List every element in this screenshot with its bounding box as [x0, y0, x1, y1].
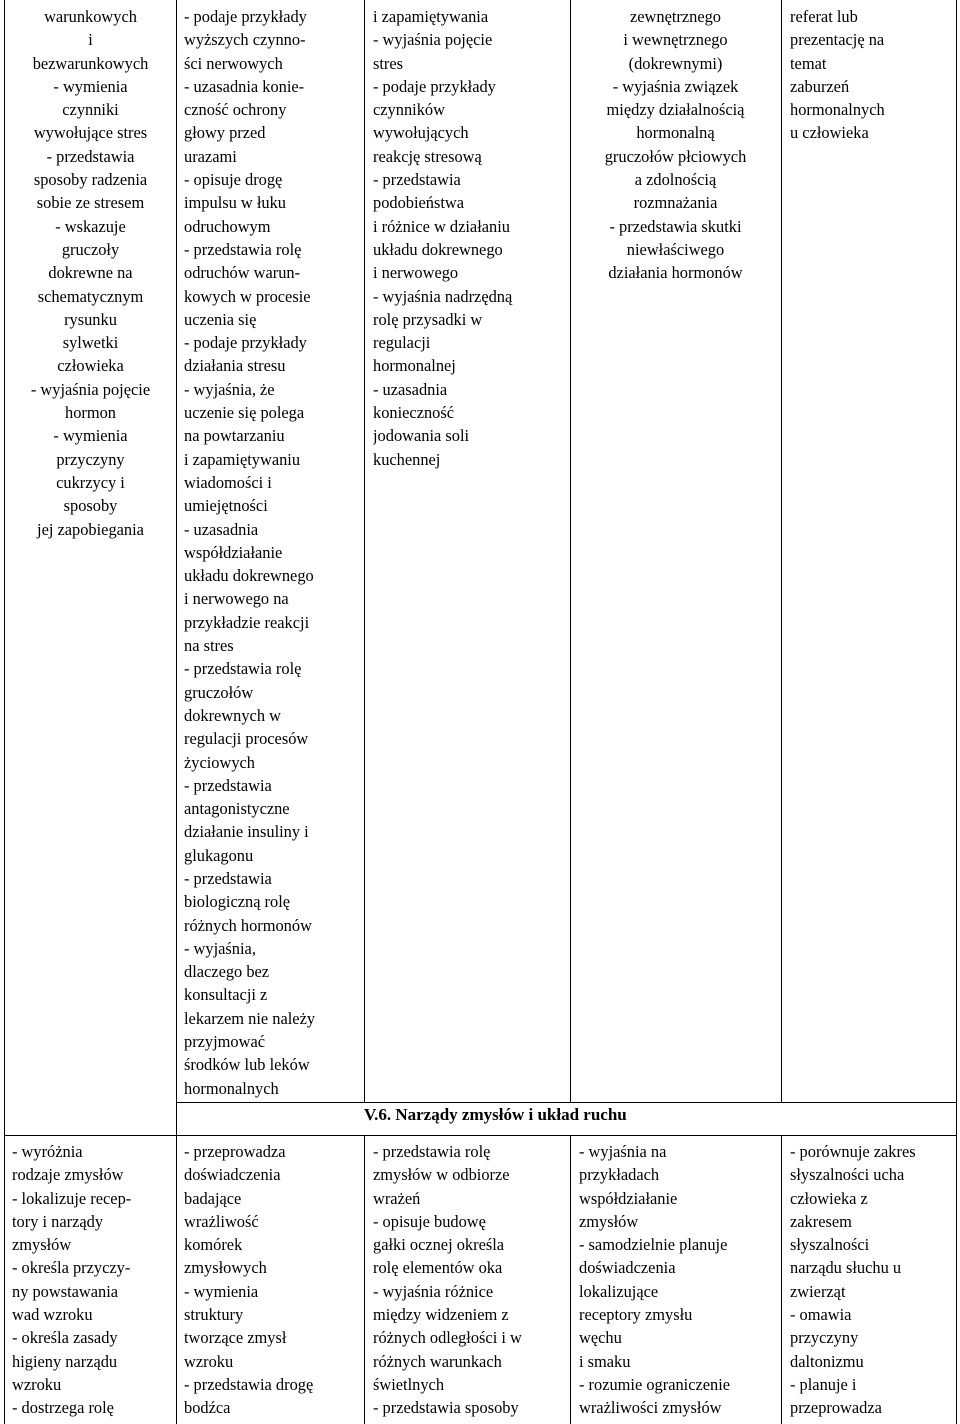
table-cell: - podaje przykłady wyższych czynno- ści nerwowych - uzasadnia konie- czność ochrony głowy przed urazami - opisuje drogę impulsu w łuku odruchowym - przedstawia rolę odruchów warun- kowych w procesie uczenia się - podaje przykłady działania stresu - wyjaśnia, że uczenie się polega na powtarzaniu i zapamiętywaniu wiadomości i umiejętności - uzasadnia współdziałanie układu dokrewnego i nerwowego na przykładzie reakcji na stres - przedstawia rolę gruczołów dokrewnych w regulacji procesów życiowych - przedstawia antagonistyczne działanie insuliny i glukagonu - przedstawia biologiczną rolę różnych hormonów - wyjaśnia, dlaczego bez konsultacji z lekarzem nie należy przyjmować środków lub leków hormonalnych — [184, 7, 316, 1098]
row-divider — [176, 1135, 956, 1136]
column-divider — [956, 0, 957, 1424]
table-cell: i zapamiętywania - wyjaśnia pojęcie stres - podaje przykłady czynników wywołujących reakcję stresową - przedstawia podobieństwa i różnice w działaniu układu dokrewnego i nerwowego - wyjaśnia nadrzędną rolę przysadki w regulacji hormonalnej - uzasadnia konieczność jodowania soli kuchennej — [373, 7, 513, 469]
table-cell: - wyróżnia rodzaje zmysłów - lokalizuje recep- tory i narządy zmysłów - określa przyczy- ny powstawania wad wzroku - określa zasady higieny narządu wzroku - dostrzega rolę — [12, 1142, 132, 1418]
table-cell: - wyjaśnia na przykładach współdziałanie zmysłów - samodzielnie planuje doświadczenia lokalizujące receptory zmysłu węchu i smaku - rozumie ograniczenie wrażliwości zmysłów — [579, 1142, 731, 1418]
column-divider — [176, 0, 177, 1424]
column-divider — [364, 1135, 365, 1424]
column-divider — [781, 0, 782, 1102]
column-divider — [570, 1135, 571, 1424]
table-cell: referat lub prezentację na temat zaburzeń hormonalnych u człowieka — [790, 7, 885, 143]
column-divider — [364, 0, 365, 1102]
table-cell: - przeprowadza doświadczenia badające wrażliwość komórek zmysłowych - wymienia struktury tworzące zmysł wzroku - przedstawia drogę bodźca — [184, 1142, 314, 1418]
table-cell: - przedstawia rolę zmysłów w odbiorze wrażeń - opisuje budowę gałki ocznej określa rolę elementów oka - wyjaśnia różnice między widzeniem z różnych odległości i w różnych warunkach świetlnych - przedstawia sposoby — [373, 1142, 522, 1418]
column-divider — [781, 1135, 782, 1424]
table-cell: - porównuje zakres słyszalności ucha człowieka z zakresem słyszalności narządu słuchu u zwierząt - omawia przyczyny daltonizmu - planuje i przeprowadza — [790, 1142, 916, 1418]
table-cell: zewnętrznego i wewnętrznego (dokrewnymi) - wyjaśnia związek między działalnością hormonalną gruczołów płciowych a zdolnością rozmnażania - przedstawia skutki niewłaściwego działania hormonów — [604, 7, 747, 283]
row-divider — [4, 1135, 176, 1136]
table-cell: warunkowych i bezwarunkowych - wymienia czynniki wywołujące stres - przedstawia sposoby radzenia sobie ze stresem - wskazuje gruczoły dokrewne na schematycznym rysunku sylwetki człowieka - wyjaśnia pojęcie hormon - wymienia przyczyny cukrzycy i sposoby jej zapobiegania — [30, 7, 151, 539]
section-heading: V.6. Narządy zmysłów i układ ruchu — [364, 1105, 627, 1124]
